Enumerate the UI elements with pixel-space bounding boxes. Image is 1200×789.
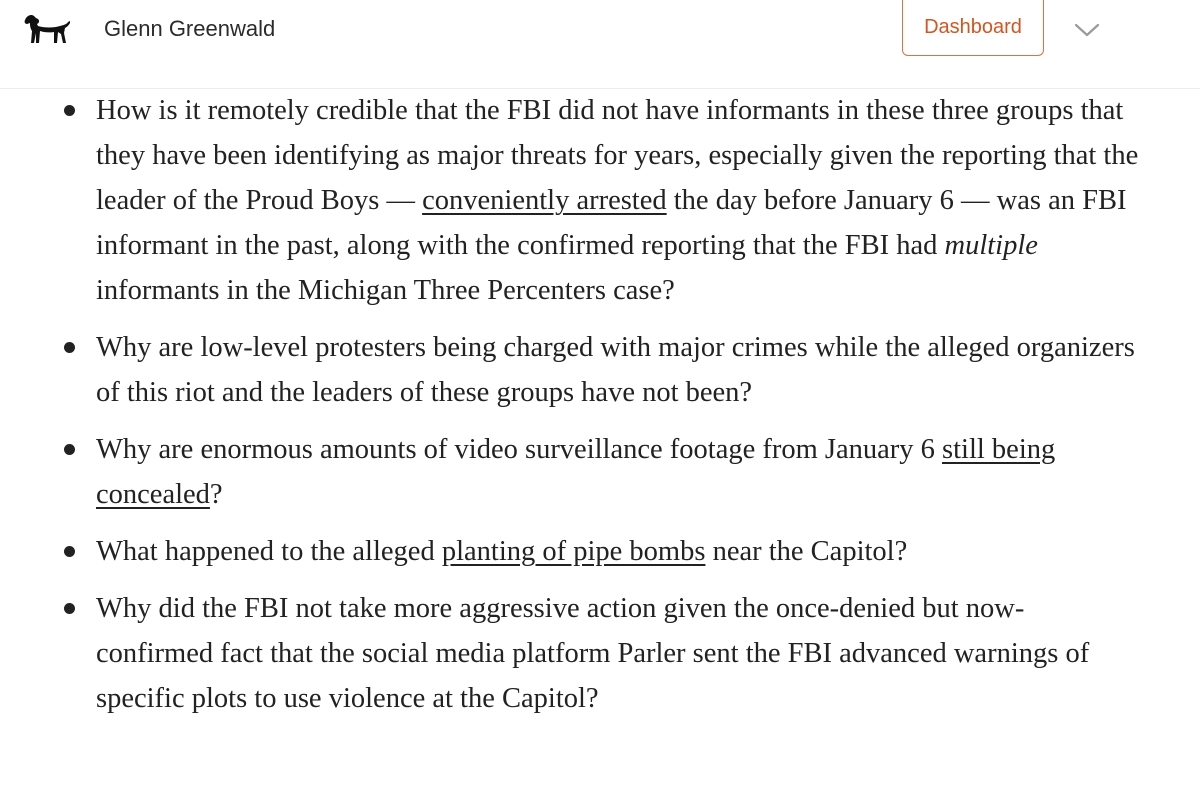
list-item: Why are enormous amounts of video surveillance footage from January 6 still being concealed?	[0, 427, 1200, 517]
bullet-dot	[64, 105, 75, 116]
dashboard-button[interactable]: Dashboard	[902, 0, 1044, 56]
publication-name-link[interactable]: Glenn Greenwald	[104, 16, 276, 41]
dog-silhouette-icon[interactable]	[22, 12, 72, 46]
bullet-dot	[64, 444, 75, 455]
planting-of-pipe-bombs-link[interactable]: planting of pipe bombs	[441, 536, 706, 567]
top-navigation-bar	[0, 0, 1200, 89]
question-list	[0, 88, 1200, 721]
article-body	[0, 88, 1200, 733]
list-item: What happened to the alleged planting of pipe bombs near the Capitol?	[0, 529, 1200, 574]
still-being-concealed-link[interactable]: still being concealed	[96, 434, 1056, 510]
chevron-down-icon[interactable]	[1072, 18, 1102, 42]
bullet-dot	[64, 342, 75, 353]
list-item: Why did the FBI not take more aggressive action given the once-denied but now-confirmed fact that the social media platform Parler sent the FBI advanced warnings of specific plots to use violence at the Capitol?	[0, 586, 1200, 721]
emphasis-text: multiple	[944, 230, 1038, 261]
list-item: How is it remotely credible that the FBI did not have informants in these three groups that they have been identifying as major threats for years, especially given the reporting that the leader of the Proud Boys — conveniently arrested the day before January 6 — was an FBI informant in the past, along with the confirmed reporting that the FBI had multiple informants in the Michigan Three Percenters case?	[0, 88, 1200, 313]
bullet-dot	[64, 603, 75, 614]
list-item: Why are low-level protesters being charged with major crimes while the alleged organizers of this riot and the leaders of these groups have not been?	[0, 325, 1200, 415]
bullet-dot	[64, 546, 75, 557]
conveniently-arrested-link[interactable]: conveniently arrested	[422, 185, 667, 216]
